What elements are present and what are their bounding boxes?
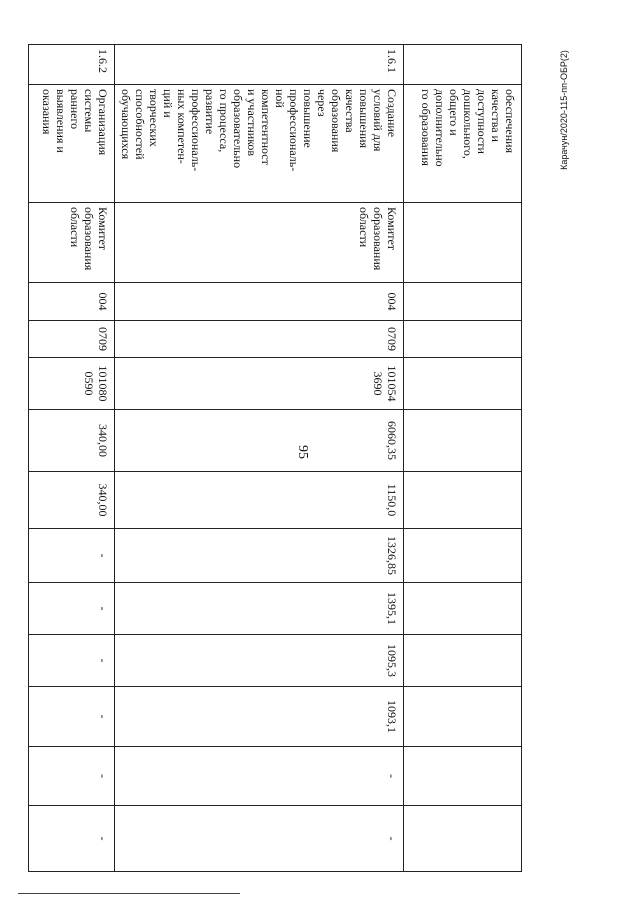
amount-2024: -	[29, 687, 115, 747]
section-code	[404, 321, 522, 358]
amount-2025: -	[29, 747, 115, 806]
amount-2025	[404, 747, 522, 806]
grbs-code: 004	[115, 283, 404, 321]
amount-2023: 1095,3	[115, 635, 404, 687]
target-article-code: 101080 0590	[29, 358, 115, 410]
amount-2024	[404, 687, 522, 747]
section-code: 0709	[115, 321, 404, 358]
executor: Комитет образования области	[115, 203, 404, 283]
amount-2025: -	[115, 747, 404, 806]
target-article-code	[404, 358, 522, 410]
measure-name: Создание условий для повышения качества образования через повышение профессиональ- ной компетентност и участников образовательно го процесса, развитие профессиональ- ных компетен- ций и творческих способностей обучающихся	[115, 85, 404, 203]
amount-2023: -	[29, 635, 115, 687]
amount-2026	[404, 806, 522, 872]
grbs-code: 004	[29, 283, 115, 321]
amount-2020: 1150,0	[115, 472, 404, 529]
amount-2021: -	[29, 529, 115, 583]
amount-2020	[404, 472, 522, 529]
amount-2021: 1326,85	[115, 529, 404, 583]
amount-2021	[404, 529, 522, 583]
amount-2023	[404, 635, 522, 687]
section-code: 0709	[29, 321, 115, 358]
amount-2024: 1093,1	[115, 687, 404, 747]
table-row	[404, 45, 522, 872]
row-number	[404, 45, 522, 85]
total-amount	[404, 410, 522, 472]
amount-2022: 1395,1	[115, 583, 404, 635]
amount-2026: -	[115, 806, 404, 872]
grbs-code	[404, 283, 522, 321]
measure-name: Организация системы раннего выявления и оказания	[29, 85, 115, 203]
program-table	[28, 44, 522, 872]
executor	[404, 203, 522, 283]
table-row	[29, 45, 115, 872]
program-table-container	[31, 44, 522, 841]
page-number: 95	[295, 445, 310, 459]
table-row	[115, 45, 404, 872]
amount-2020: 340,00	[29, 472, 115, 529]
total-amount: 340,00	[29, 410, 115, 472]
target-article-code: 101054 3690	[115, 358, 404, 410]
document-code: Карачун/2020-115-пп-ОБР(2)	[559, 50, 569, 170]
total-amount: 6060,35	[115, 410, 404, 472]
measure-name: обеспечения качества и доступности дошкольного, общего и дополнительно го образования	[404, 85, 522, 203]
row-number: 1.6.2	[29, 45, 115, 85]
executor: Комитет образования области	[29, 203, 115, 283]
amount-2022	[404, 583, 522, 635]
amount-2026: -	[29, 806, 115, 872]
footer-divider	[18, 893, 240, 894]
amount-2022: -	[29, 583, 115, 635]
row-number: 1.6.1	[115, 45, 404, 85]
